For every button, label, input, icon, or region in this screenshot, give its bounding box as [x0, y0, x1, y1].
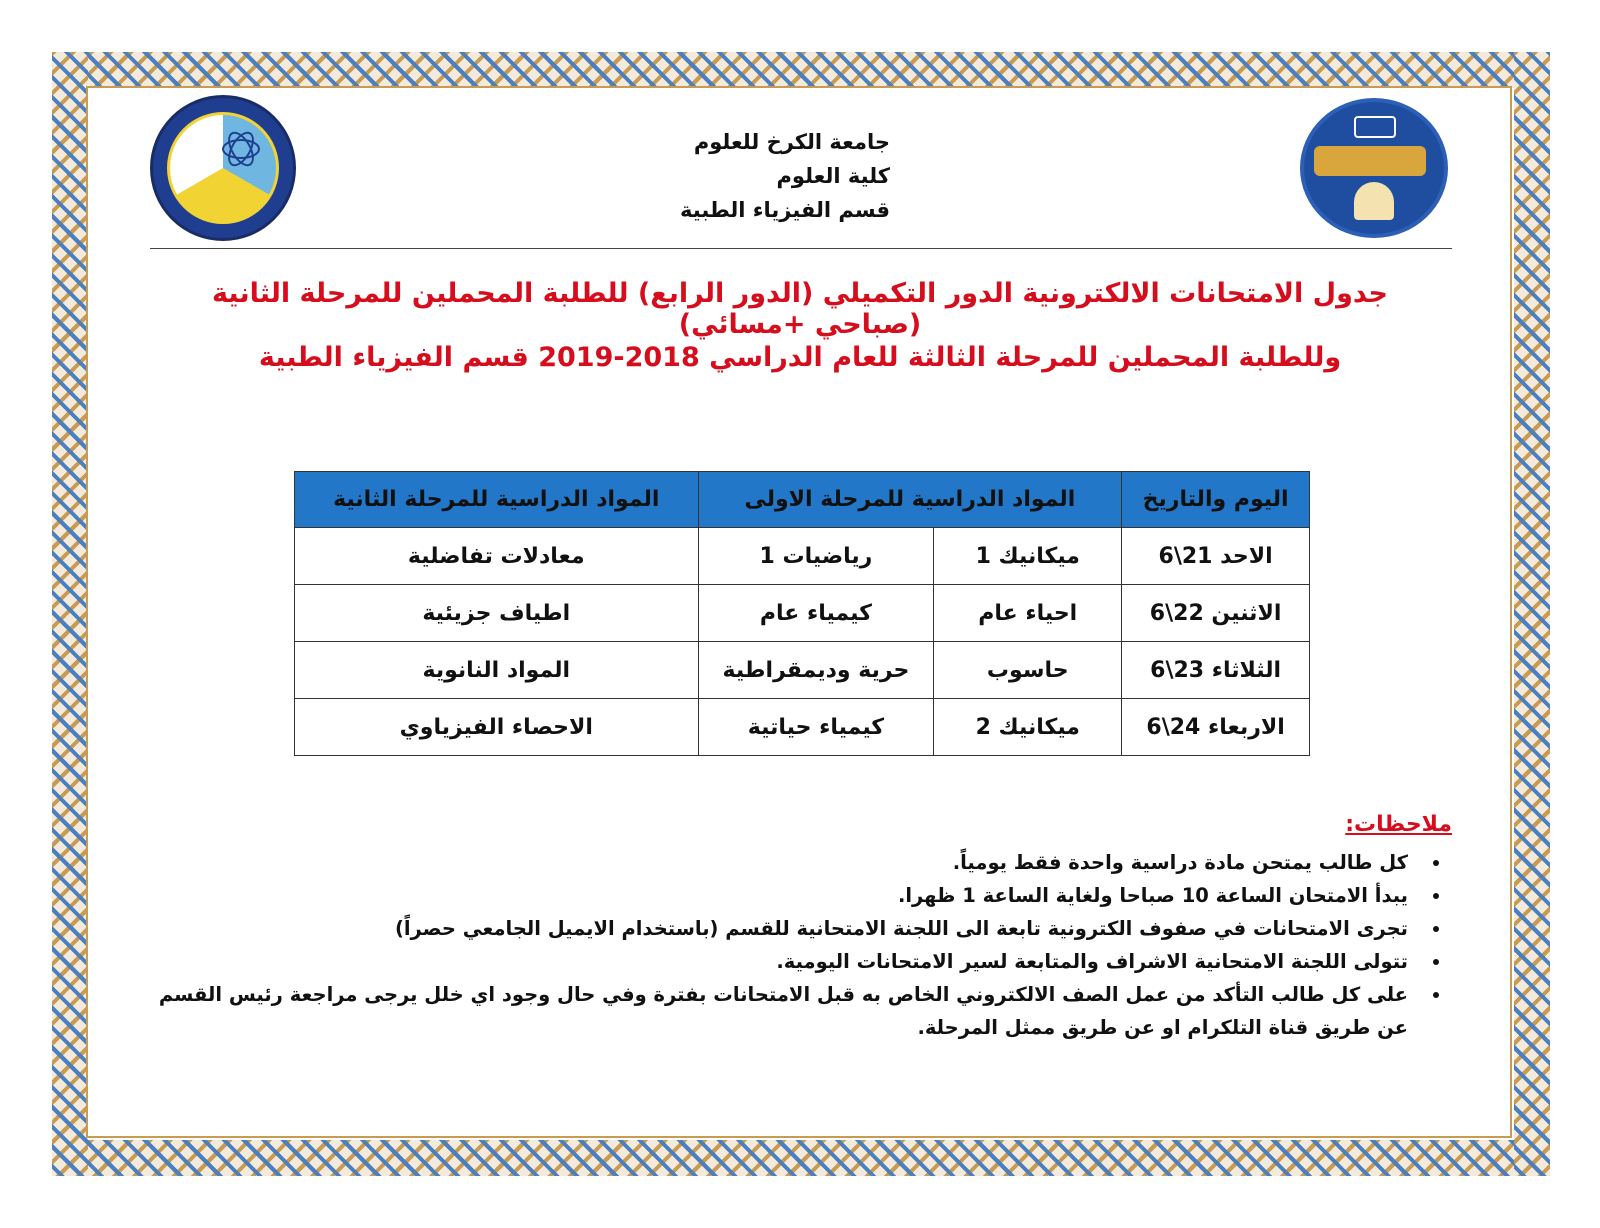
stage2-subject-cell: الاحصاء الفيزياوي — [295, 699, 699, 756]
header-stage1-subjects: المواد الدراسية للمرحلة الاولى — [698, 472, 1122, 528]
note-item: • كل طالب يمتحن مادة دراسية واحدة فقط يومياً. — [150, 846, 1420, 879]
decorative-border-left — [52, 52, 88, 1176]
decorative-border-right — [1514, 52, 1550, 1176]
stage1-subject-cell: ميكانيك 2 — [934, 699, 1122, 756]
table-row — [295, 528, 1310, 585]
stage2-subject-cell: معادلات تفاضلية — [295, 528, 699, 585]
stage1-subject-cell: حاسوب — [934, 642, 1122, 699]
header-divider — [150, 248, 1452, 249]
department-name: قسم الفيزياء الطبية — [680, 198, 890, 222]
header-day-date: اليوم والتاريخ — [1122, 472, 1310, 528]
note-item: • تتولى اللجنة الامتحانية الاشراف والمتابعة لسير الامتحانات اليومية. — [150, 945, 1420, 978]
note-item: • تجرى الامتحانات في صفوف الكترونية تابعة الى اللجنة الامتحانية للقسم (باستخدام الايميل الجامعي حصراً) — [150, 912, 1420, 945]
stage1-subject-cell: احياء عام — [934, 585, 1122, 642]
open-book-icon — [1354, 116, 1396, 138]
table-header-row — [295, 472, 1310, 528]
stage1-subject-cell: كيمياء عام — [698, 585, 934, 642]
note-item: • يبدأ الامتحان الساعة 10 صباحا ولغاية الساعة 1 ظهرا. — [150, 879, 1420, 912]
college-name: كلية العلوم — [776, 164, 890, 188]
notes-list — [150, 846, 1444, 1044]
day-date-cell: الثلاثاء 23\6 — [1122, 642, 1310, 699]
stage1-subject-cell: ميكانيك 1 — [934, 528, 1122, 585]
header-stage2-subjects: المواد الدراسية للمرحلة الثانية — [295, 472, 699, 528]
note-item: • على كل طالب التأكد من عمل الصف الالكتروني الخاص به قبل الامتحانات بفترة وفي حال وجود اي خلل يرجى مراجعة رئيس القسم عن طريق قناة التلكرام او عن طريق ممثل المرحلة. — [150, 978, 1420, 1044]
table-row — [295, 699, 1310, 756]
building-icon — [1354, 182, 1394, 220]
day-date-cell: الاحد 21\6 — [1122, 528, 1310, 585]
university-name: جامعة الكرخ للعلوم — [693, 130, 890, 154]
decorative-border-bottom — [52, 1140, 1550, 1176]
stage1-subject-cell: كيمياء حياتية — [698, 699, 934, 756]
decorative-border-top — [52, 52, 1550, 88]
stage1-subject-cell: حرية وديمقراطية — [698, 642, 934, 699]
stage2-subject-cell: المواد النانوية — [295, 642, 699, 699]
institution-header — [600, 125, 890, 227]
table-row — [295, 642, 1310, 699]
day-date-cell: الاثنين 22\6 — [1122, 585, 1310, 642]
notes-title: ملاحظات: — [1345, 812, 1452, 837]
schedule-title-line-1: جدول الامتحانات الالكترونية الدور التكميلي (الدور الرابع) للطلبة المحملين للمرحلة الثانية (صباحي +مسائي) — [212, 278, 1388, 340]
stage2-subject-cell: اطياف جزيئية — [295, 585, 699, 642]
table-row — [295, 585, 1310, 642]
exam-schedule-table — [294, 471, 1310, 756]
day-date-cell: الاربعاء 24\6 — [1122, 699, 1310, 756]
stage1-subject-cell: رياضيات 1 — [698, 528, 934, 585]
logo-calligraphy-band — [1314, 146, 1426, 176]
college-of-science-logo — [150, 95, 296, 241]
schedule-title-line-2: وللطلبة المحملين للمرحلة الثالثة للعام الدراسي 2018-2019 قسم الفيزياء الطبية — [258, 342, 1342, 373]
university-logo — [1300, 98, 1448, 238]
